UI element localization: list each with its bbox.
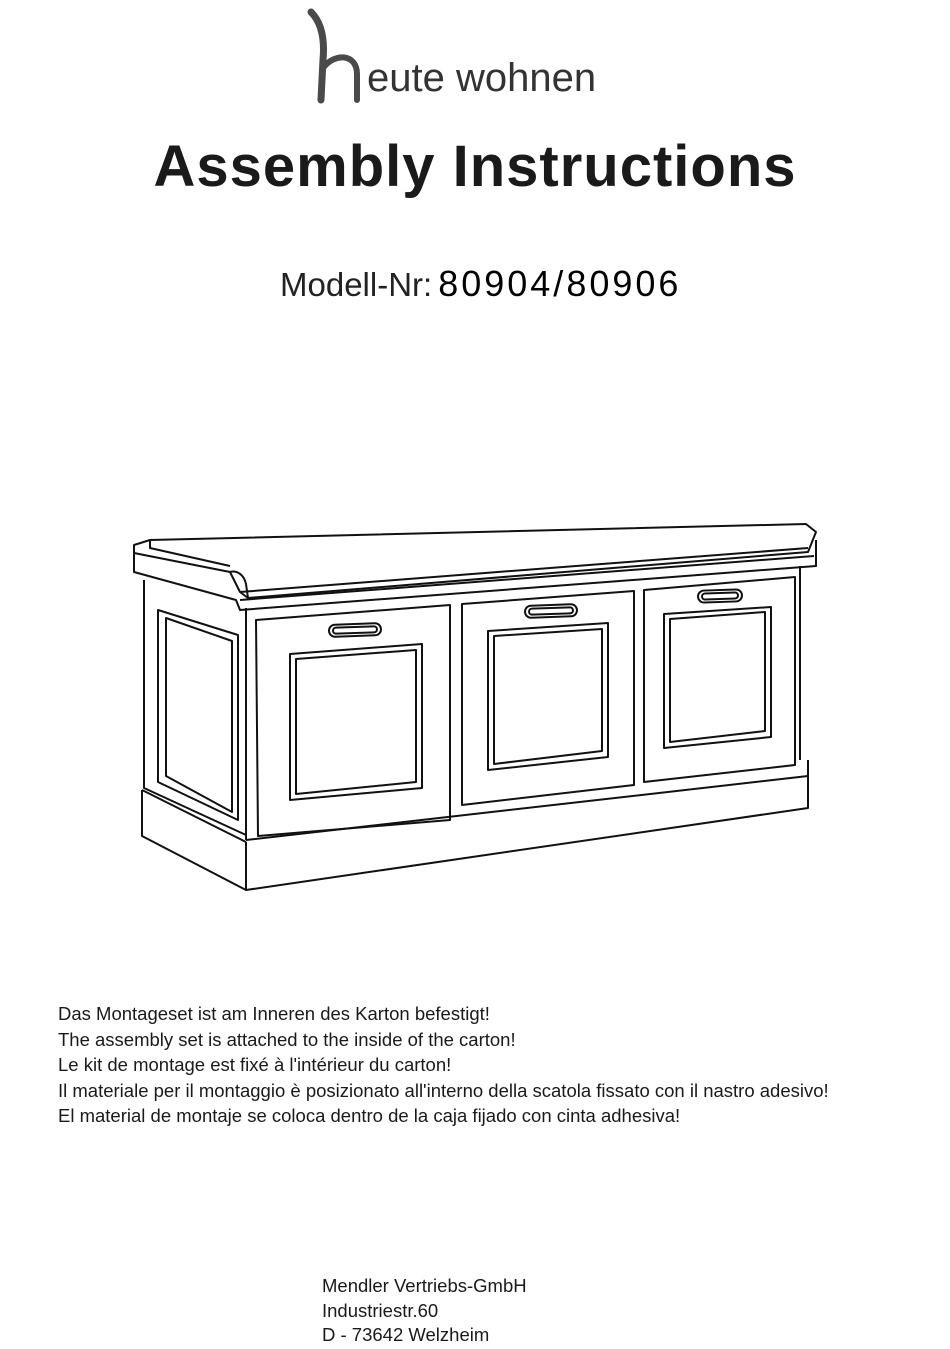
brand-name: eute wohnen: [367, 56, 597, 100]
assembly-notes: [58, 1001, 829, 1129]
company-street: Industriestr.60: [322, 1299, 439, 1321]
document-title: Assembly Instructions: [153, 134, 797, 199]
note-spanish: El material de montaje se coloca dentro de la caja fijado con cinta adhesiva!: [58, 1105, 681, 1127]
company-address: [322, 1274, 527, 1348]
note-english: The assembly set is attached to the inside of the carton!: [58, 1028, 516, 1050]
model-number: 80904/80906: [438, 263, 682, 304]
note-german: Das Montageset ist am Inneren des Karton befestigt!: [58, 1003, 490, 1024]
company-name: Mendler Vertriebs-GmbH: [322, 1275, 527, 1296]
note-italian: Il materiale per il montaggio è posizionato all'interno della scatola fissato con il nastro adesivo!: [58, 1079, 829, 1101]
note-french: Le kit de montage est fixé à l'intérieur du carton!: [58, 1054, 452, 1076]
company-city: D - 73642 Welzheim: [322, 1324, 490, 1345]
model-label: Modell-Nr:: [280, 266, 433, 303]
